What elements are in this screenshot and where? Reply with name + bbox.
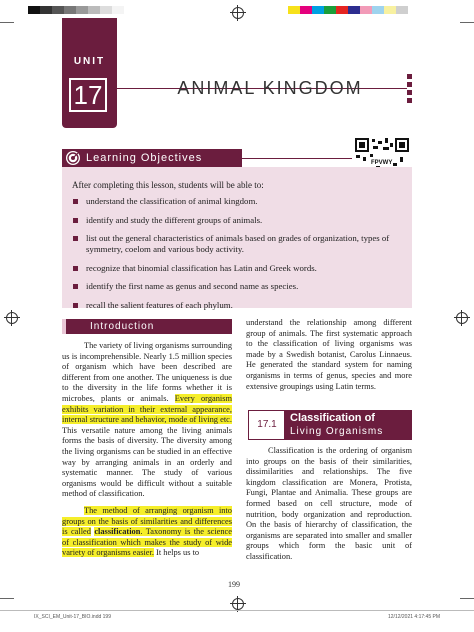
highlighted-term: classification bbox=[94, 527, 141, 537]
file-slug: IX_SCI_EM_Unit-17_BIO.indd 199 bbox=[34, 614, 111, 620]
section-number: 17.1 bbox=[248, 410, 286, 440]
section-subtitle: Living Organisms bbox=[290, 426, 384, 437]
introduction-continued bbox=[246, 318, 412, 392]
learning-objectives-heading: Learning Objectives bbox=[86, 152, 203, 164]
paragraph: Classification is the ordering of organism into groups on the basis of their similarities, dissimilarities and relationships. The five kingdom classification are Monera, Protista, Fungi, Plantae and Animalia. These groups are formed based on cell structure, mode of nutrition, body organization and reproduction. On the basis of hierarchy of classification, the organisms are separated into smaller and smaller groups which form the basic unit of classification. bbox=[246, 446, 412, 561]
qr-code-label: FPVWY bbox=[371, 160, 393, 166]
page-number: 199 bbox=[228, 580, 240, 589]
paragraph bbox=[62, 506, 232, 559]
grayscale-calibration-bar bbox=[28, 6, 124, 14]
registration-mark-icon bbox=[232, 598, 244, 610]
paragraph-text: It helps us to bbox=[156, 548, 200, 558]
paragraph: understand the relationship among different group of animals. The first systematic approach to the classification of living organisms was made by a Swedish botanist, Carolus Linnaeus. He generated the standard system for naming organisms in terms of genus, species and more extensive groupings using Latin terms. bbox=[246, 318, 412, 391]
footer-rule bbox=[0, 610, 474, 611]
registration-mark-icon bbox=[6, 312, 18, 324]
title-dots bbox=[407, 74, 413, 106]
registration-mark-icon bbox=[456, 312, 468, 324]
heading-accent bbox=[62, 319, 66, 334]
highlighted-text: . Taxonomy is the science of classification which makes the study of wide variety of organisms easier. bbox=[62, 527, 232, 558]
date-slug: 12/12/2021 4:17:45 PM bbox=[388, 614, 440, 620]
introduction-text bbox=[62, 341, 232, 559]
registration-mark-icon bbox=[232, 7, 244, 19]
crop-mark bbox=[0, 22, 14, 23]
crop-mark bbox=[460, 22, 474, 23]
crop-mark bbox=[0, 598, 14, 599]
paragraph-text: This versatile nature among the living animals forms the basis of diversity. The diversity among the living organisms can be studied in an effective way by arranging animals in an orderly and systematic manner. The study of various organisms would be difficult without a suitable method of classification. bbox=[62, 425, 232, 499]
unit-number: 17 bbox=[69, 78, 107, 112]
unit-label: UNIT bbox=[73, 56, 106, 67]
introduction-heading: Introduction bbox=[90, 321, 155, 332]
paragraph bbox=[62, 341, 232, 500]
objectives-intro: After completing this lesson, students will be able to: bbox=[72, 180, 264, 190]
paragraph-text: The variety of living organisms surrounding us is incomprehensible. Nearly 1.5 million species of organism which have been described are different from one another. The uniqueness is due to the diversity in the life forms whether it is microbes, plants or animals. bbox=[62, 341, 233, 403]
list-item: understand the classification of animal kingdom. bbox=[72, 196, 406, 207]
list-item: recognize that binomial classification has Latin and Greek words. bbox=[72, 263, 406, 274]
heading-rule bbox=[242, 158, 352, 159]
section-title: Classification of bbox=[290, 412, 375, 424]
highlighted-text: Every organism exhibits variation in their external appearance, internal structure and behavior, mode of living etc. bbox=[62, 393, 233, 425]
crop-mark bbox=[460, 598, 474, 599]
list-item: identify the first name as genus and second name as species. bbox=[72, 281, 406, 292]
target-icon bbox=[66, 151, 80, 165]
list-item: identify and study the different groups of animals. bbox=[72, 215, 406, 226]
objectives-list bbox=[72, 196, 406, 318]
highlighted-text: The method of arranging organism into groups on the basis of similarities and differences is called bbox=[62, 505, 232, 537]
color-calibration-bar bbox=[288, 6, 408, 14]
section-text bbox=[246, 446, 412, 563]
list-item: list out the general characteristics of animals based on grades of organization, types of symmetry, coelom and various body activity. bbox=[72, 233, 406, 255]
page-title: ANIMAL KINGDOM bbox=[177, 78, 363, 98]
list-item: recall the salient features of each phylum. bbox=[72, 300, 406, 311]
